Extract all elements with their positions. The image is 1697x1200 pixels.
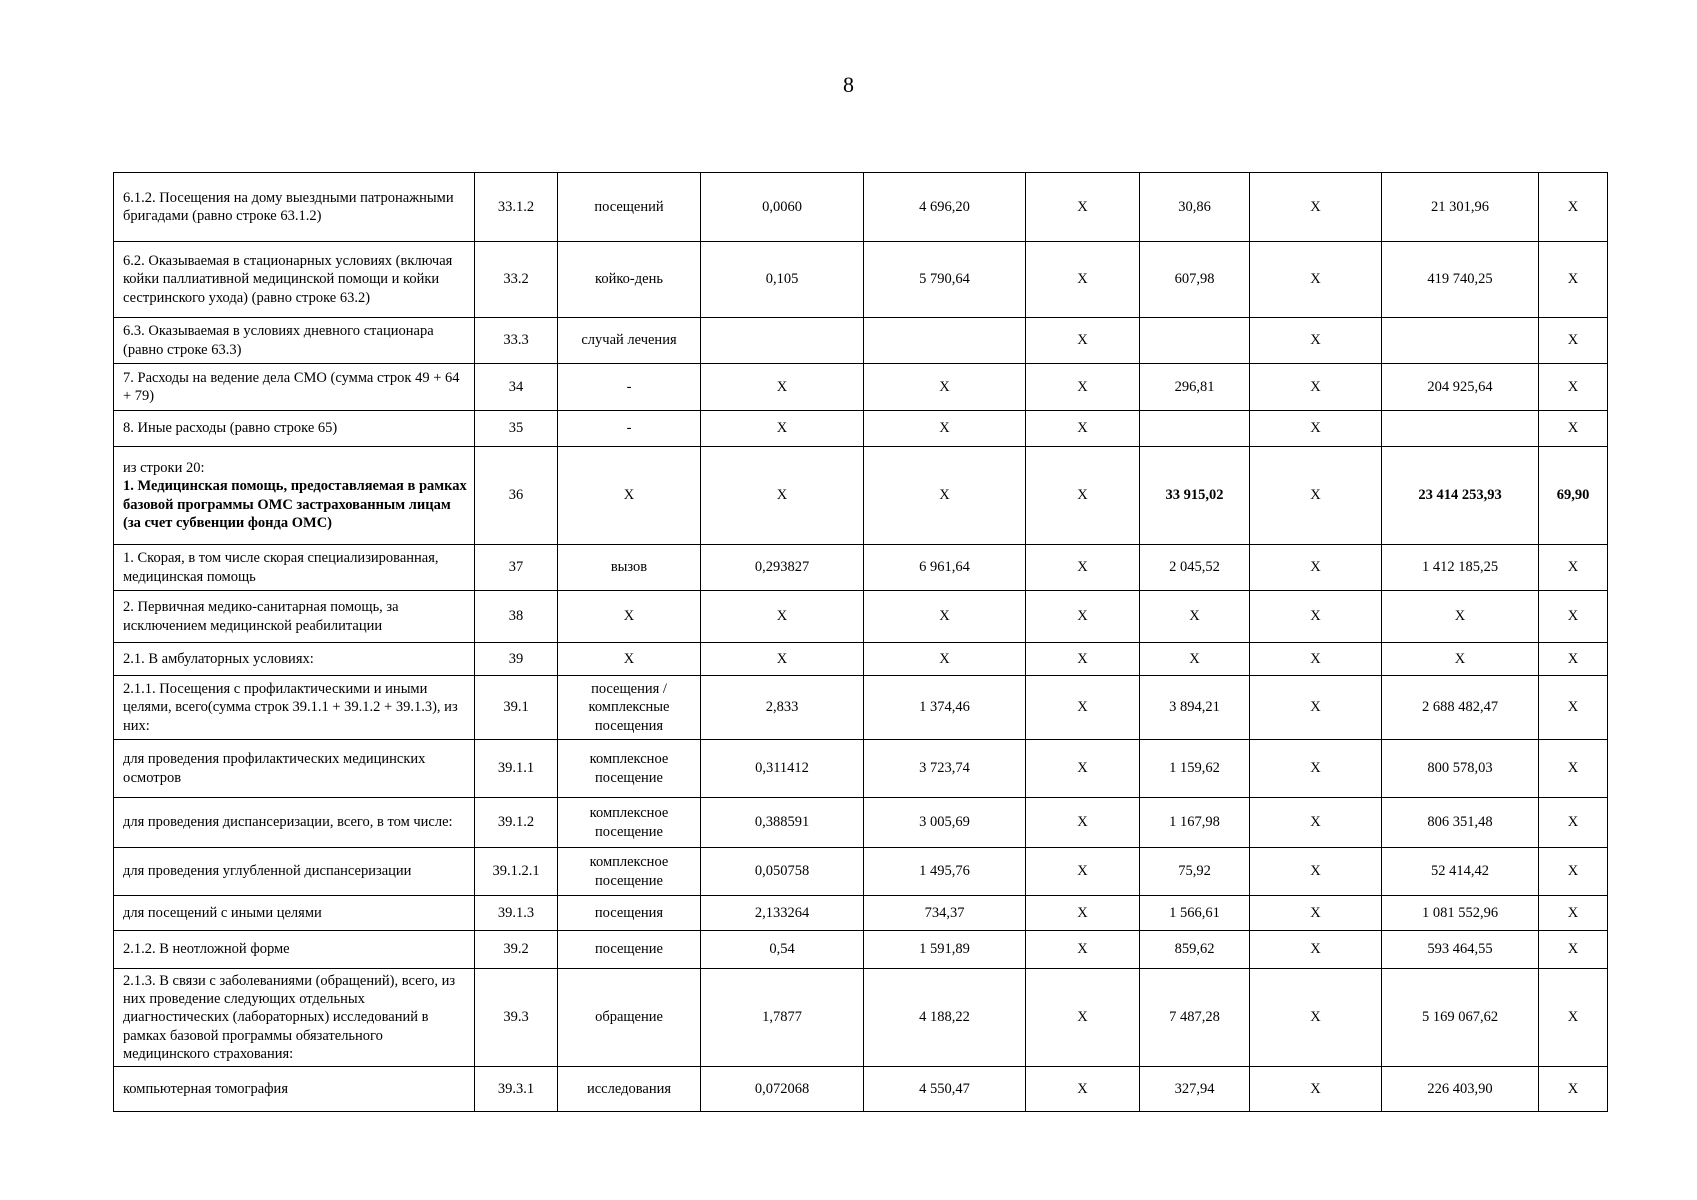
row-name-cell: [114, 242, 475, 318]
row-cell-c9: X: [1539, 411, 1608, 447]
row-cell-unit: вызов: [558, 545, 701, 591]
row-cell-c7: X: [1250, 447, 1382, 545]
row-cell-c7: X: [1250, 643, 1382, 676]
row-name: 2.1.3. В связи с заболеваниями (обращений), всего, из них проведение следующих отдельных диагностических (лабораторных) исследований в рамках базовой программы обязательного медицинского страхования:: [123, 973, 456, 1062]
row-name: 6.1.2. Посещения на дому выездными патронажными бригадами (равно строке 63.1.2): [123, 189, 454, 224]
row-cell-c4: 6 961,64: [864, 545, 1026, 591]
row-cell-unit: X: [558, 643, 701, 676]
row-name-cell: [114, 931, 475, 969]
table-row: [114, 848, 1608, 896]
row-cell-c3: 0,388591: [701, 798, 864, 848]
row-cell-c7: X: [1250, 931, 1382, 969]
row-cell-code: 38: [475, 591, 558, 643]
row-cell-unit: -: [558, 411, 701, 447]
row-name-cell: [114, 740, 475, 798]
row-cell-c5: X: [1026, 740, 1140, 798]
row-cell-c6: 1 159,62: [1140, 740, 1250, 798]
row-cell-c9: X: [1539, 848, 1608, 896]
row-cell-unit: койко-день: [558, 242, 701, 318]
data-table: [113, 172, 1608, 1112]
row-name: компьютерная томография: [123, 1080, 288, 1097]
row-cell-c6: 3 894,21: [1140, 676, 1250, 740]
row-cell-c4: X: [864, 411, 1026, 447]
row-cell-c4: 3 723,74: [864, 740, 1026, 798]
row-cell-c3: X: [701, 364, 864, 411]
table-row: [114, 798, 1608, 848]
row-cell-c6: 1 566,61: [1140, 896, 1250, 931]
row-cell-c5: X: [1026, 798, 1140, 848]
row-cell-c9: X: [1539, 591, 1608, 643]
row-cell-c7: X: [1250, 969, 1382, 1067]
row-cell-c6: 7 487,28: [1140, 969, 1250, 1067]
row-cell-c5: X: [1026, 896, 1140, 931]
row-name: для проведения углубленной диспансеризации: [123, 863, 412, 880]
row-name-cell: [114, 545, 475, 591]
row-cell-c4: X: [864, 364, 1026, 411]
row-cell-c6: 607,98: [1140, 242, 1250, 318]
row-cell-c8: X: [1382, 643, 1539, 676]
row-name-cell: [114, 591, 475, 643]
row-name: 2.1.2. В неотложной форме: [123, 941, 290, 958]
row-cell-unit: X: [558, 591, 701, 643]
row-cell-c8: 226 403,90: [1382, 1067, 1539, 1112]
row-cell-c7: X: [1250, 740, 1382, 798]
row-cell-c4: 5 790,64: [864, 242, 1026, 318]
row-cell-c5: X: [1026, 1067, 1140, 1112]
row-cell-c7: X: [1250, 848, 1382, 896]
row-cell-unit: исследования: [558, 1067, 701, 1112]
table-row: [114, 740, 1608, 798]
row-cell-unit: посещение: [558, 931, 701, 969]
row-cell-c7: X: [1250, 411, 1382, 447]
row-cell-c6: 30,86: [1140, 173, 1250, 242]
row-cell-code: 39.1.1: [475, 740, 558, 798]
row-cell-c8: 1 081 552,96: [1382, 896, 1539, 931]
row-cell-code: 37: [475, 545, 558, 591]
row-name-cell: [114, 1067, 475, 1112]
table-row: [114, 447, 1608, 545]
row-cell-c3: [701, 318, 864, 364]
row-cell-c3: 1,7877: [701, 969, 864, 1067]
row-cell-c3: 0,105: [701, 242, 864, 318]
row-cell-c6: X: [1140, 643, 1250, 676]
row-cell-c9: X: [1539, 798, 1608, 848]
table-row: [114, 896, 1608, 931]
row-cell-c4: X: [864, 643, 1026, 676]
row-cell-c3: 0,050758: [701, 848, 864, 896]
row-cell-c7: X: [1250, 364, 1382, 411]
row-name-cell: [114, 411, 475, 447]
row-cell-unit: обращение: [558, 969, 701, 1067]
table-row: [114, 242, 1608, 318]
row-name-cell: [114, 969, 475, 1067]
table-row: [114, 931, 1608, 969]
row-cell-c3: 0,072068: [701, 1067, 864, 1112]
row-cell-unit: посещений: [558, 173, 701, 242]
row-cell-c5: X: [1026, 848, 1140, 896]
row-cell-c6: 2 045,52: [1140, 545, 1250, 591]
row-cell-c9: X: [1539, 1067, 1608, 1112]
row-name: 8. Иные расходы (равно строке 65): [123, 420, 338, 437]
table-row: [114, 1067, 1608, 1112]
row-cell-c9: X: [1539, 931, 1608, 969]
row-cell-unit: X: [558, 447, 701, 545]
row-name: 2.1.1. Посещения с профилактическими и иными целями, всего(сумма строк 39.1.1 + 39.1.2 + 39.1.3), из них:: [123, 681, 458, 734]
row-cell-unit: комплексное посещение: [558, 798, 701, 848]
row-name-cell: [114, 848, 475, 896]
row-cell-c9: X: [1539, 740, 1608, 798]
row-cell-c5: X: [1026, 969, 1140, 1067]
row-cell-c4: 3 005,69: [864, 798, 1026, 848]
row-cell-c3: 0,293827: [701, 545, 864, 591]
row-name: 6.2. Оказываемая в стационарных условиях (включая койки паллиативной медицинской помощи и койки сестринского ухода) (равно строке 63.2): [123, 253, 453, 306]
row-cell-unit: -: [558, 364, 701, 411]
table-row: [114, 364, 1608, 411]
row-name-cell: [114, 364, 475, 411]
row-cell-c5: X: [1026, 242, 1140, 318]
row-cell-c6: 327,94: [1140, 1067, 1250, 1112]
row-cell-c9: X: [1539, 969, 1608, 1067]
row-cell-c4: X: [864, 447, 1026, 545]
row-cell-c4: 1 495,76: [864, 848, 1026, 896]
row-cell-c4: 1 591,89: [864, 931, 1026, 969]
row-cell-c8: 52 414,42: [1382, 848, 1539, 896]
table-row: [114, 969, 1608, 1067]
row-cell-c3: 2,833: [701, 676, 864, 740]
row-cell-unit: случай лечения: [558, 318, 701, 364]
table-body: [114, 173, 1608, 1112]
row-cell-c5: X: [1026, 545, 1140, 591]
table-row: [114, 643, 1608, 676]
row-cell-c8: 5 169 067,62: [1382, 969, 1539, 1067]
row-cell-unit: комплексное посещение: [558, 740, 701, 798]
row-cell-c5: X: [1026, 643, 1140, 676]
row-cell-code: 33.1.2: [475, 173, 558, 242]
row-name: 6.3. Оказываемая в условиях дневного стационара (равно строке 63.3): [123, 323, 434, 358]
row-cell-c6: [1140, 411, 1250, 447]
row-cell-code: 36: [475, 447, 558, 545]
row-cell-c9: X: [1539, 173, 1608, 242]
row-cell-c8: 1 412 185,25: [1382, 545, 1539, 591]
row-cell-c4: 4 188,22: [864, 969, 1026, 1067]
row-cell-c7: X: [1250, 1067, 1382, 1112]
row-cell-code: 35: [475, 411, 558, 447]
row-cell-c7: X: [1250, 545, 1382, 591]
row-cell-c3: 0,311412: [701, 740, 864, 798]
page-number: 8: [843, 72, 854, 97]
row-cell-c8: 806 351,48: [1382, 798, 1539, 848]
row-name: 1. Скорая, в том числе скорая специализированная, медицинская помощь: [123, 550, 439, 585]
row-name-prefix: из строки 20:: [123, 460, 205, 477]
row-name-cell: [114, 318, 475, 364]
row-name: 2. Первичная медико-санитарная помощь, за исключением медицинской реабилитации: [123, 599, 399, 634]
row-cell-c4: 1 374,46: [864, 676, 1026, 740]
row-cell-c8: [1382, 318, 1539, 364]
row-cell-c3: X: [701, 411, 864, 447]
row-cell-c7: X: [1250, 591, 1382, 643]
table-row: [114, 676, 1608, 740]
row-cell-c7: X: [1250, 676, 1382, 740]
row-cell-c5: X: [1026, 173, 1140, 242]
row-cell-c6: 75,92: [1140, 848, 1250, 896]
row-cell-c9: X: [1539, 676, 1608, 740]
row-cell-code: 34: [475, 364, 558, 411]
table-row: [114, 318, 1608, 364]
row-cell-code: 39.1.2.1: [475, 848, 558, 896]
row-cell-code: 39.3.1: [475, 1067, 558, 1112]
row-cell-c5: X: [1026, 591, 1140, 643]
row-cell-c7: X: [1250, 173, 1382, 242]
row-cell-c3: 0,54: [701, 931, 864, 969]
row-cell-c4: 4 550,47: [864, 1067, 1026, 1112]
row-cell-unit: посещения / комплексные посещения: [558, 676, 701, 740]
row-cell-c5: X: [1026, 318, 1140, 364]
row-cell-c6: X: [1140, 591, 1250, 643]
row-cell-c9: X: [1539, 242, 1608, 318]
row-name-cell: [114, 676, 475, 740]
row-cell-c8: [1382, 411, 1539, 447]
row-cell-c9: X: [1539, 545, 1608, 591]
row-cell-code: 33.2: [475, 242, 558, 318]
row-name: 2.1. В амбулаторных условиях:: [123, 650, 314, 667]
row-cell-c5: X: [1026, 447, 1140, 545]
row-cell-c3: 2,133264: [701, 896, 864, 931]
row-cell-c8: 204 925,64: [1382, 364, 1539, 411]
row-cell-c5: X: [1026, 364, 1140, 411]
row-name-cell: [114, 798, 475, 848]
row-cell-code: 39.1.2: [475, 798, 558, 848]
row-cell-c9: X: [1539, 896, 1608, 931]
row-name: для посещений с иными целями: [123, 904, 322, 921]
row-name: для проведения диспансеризации, всего, в том числе:: [123, 814, 453, 831]
row-cell-c8: 21 301,96: [1382, 173, 1539, 242]
row-cell-c7: X: [1250, 896, 1382, 931]
row-cell-c3: X: [701, 447, 864, 545]
row-name: 7. Расходы на ведение дела СМО (сумма строк 49 + 64 + 79): [123, 369, 460, 404]
row-cell-c9: 69,90: [1539, 447, 1608, 545]
row-cell-c8: 800 578,03: [1382, 740, 1539, 798]
row-cell-c4: 4 696,20: [864, 173, 1026, 242]
row-name: 1. Медицинская помощь, предоставляемая в рамках базовой программы ОМС застрахованным лицам (за счет субвенции фонда ОМС): [123, 478, 467, 531]
row-cell-c9: X: [1539, 318, 1608, 364]
row-name: для проведения профилактических медицинских осмотров: [123, 751, 426, 786]
row-cell-c7: X: [1250, 242, 1382, 318]
row-cell-c6: 296,81: [1140, 364, 1250, 411]
row-cell-code: 39.3: [475, 969, 558, 1067]
row-cell-c9: X: [1539, 364, 1608, 411]
row-name-cell: [114, 643, 475, 676]
row-cell-c7: X: [1250, 318, 1382, 364]
row-cell-c4: X: [864, 591, 1026, 643]
row-cell-code: 39.1: [475, 676, 558, 740]
row-cell-c8: 2 688 482,47: [1382, 676, 1539, 740]
table-row: [114, 545, 1608, 591]
row-cell-c4: [864, 318, 1026, 364]
row-cell-c5: X: [1026, 931, 1140, 969]
row-cell-c5: X: [1026, 676, 1140, 740]
row-cell-c8: 419 740,25: [1382, 242, 1539, 318]
row-cell-c5: X: [1026, 411, 1140, 447]
row-cell-c8: X: [1382, 591, 1539, 643]
row-cell-c7: X: [1250, 798, 1382, 848]
row-cell-code: 39.1.3: [475, 896, 558, 931]
row-cell-unit: посещения: [558, 896, 701, 931]
table-row: [114, 173, 1608, 242]
row-cell-code: 33.3: [475, 318, 558, 364]
row-name-cell: [114, 896, 475, 931]
row-cell-c6: 1 167,98: [1140, 798, 1250, 848]
row-name-cell: [114, 447, 475, 545]
row-name-cell: [114, 173, 475, 242]
table-row: [114, 591, 1608, 643]
row-cell-c8: 23 414 253,93: [1382, 447, 1539, 545]
row-cell-c6: 859,62: [1140, 931, 1250, 969]
row-cell-c6: 33 915,02: [1140, 447, 1250, 545]
row-cell-c3: X: [701, 591, 864, 643]
row-cell-c8: 593 464,55: [1382, 931, 1539, 969]
row-cell-c3: X: [701, 643, 864, 676]
row-cell-c9: X: [1539, 643, 1608, 676]
table-row: [114, 411, 1608, 447]
row-cell-c6: [1140, 318, 1250, 364]
row-cell-unit: комплексное посещение: [558, 848, 701, 896]
row-cell-code: 39: [475, 643, 558, 676]
row-cell-c3: 0,0060: [701, 173, 864, 242]
row-cell-c4: 734,37: [864, 896, 1026, 931]
row-cell-code: 39.2: [475, 931, 558, 969]
